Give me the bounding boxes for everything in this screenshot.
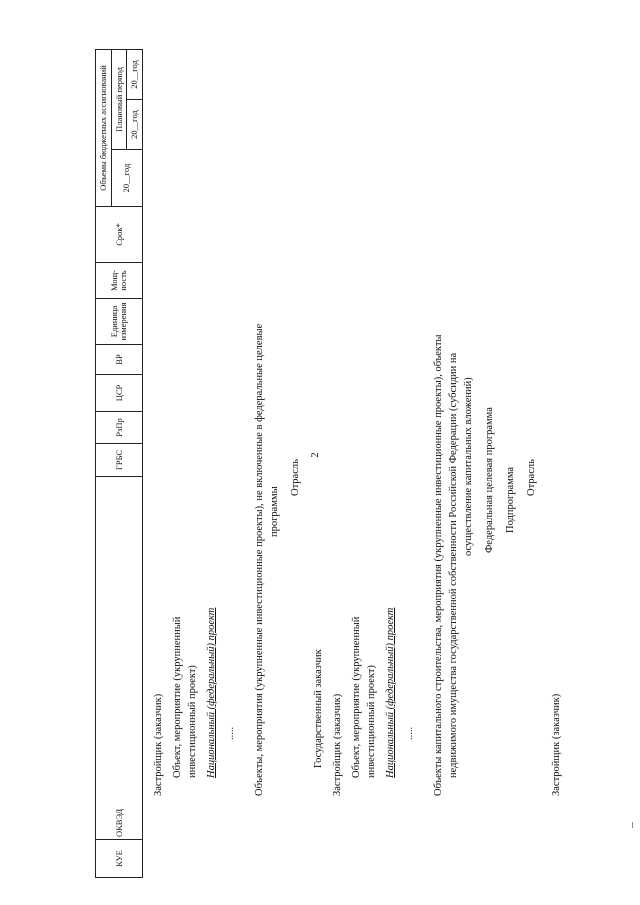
- row-ellipsis-2: .....: [404, 726, 415, 740]
- row-capital-objects-a: Объекты капитального строительства, мероприятия (укрупненные инвестиционные проекты), объекты: [433, 334, 444, 796]
- header-term: Срок*: [96, 207, 143, 263]
- row-object-1b: инвестиционный проект): [187, 665, 198, 778]
- row-builder-1: Застройщик (заказчик): [153, 693, 164, 796]
- row-ellipsis-1: .....: [225, 726, 236, 740]
- row-builder-3: Застройщик (заказчик): [551, 693, 562, 796]
- page-number: 2: [310, 452, 321, 458]
- header-rzpr: РзПр: [96, 412, 143, 444]
- header-csr: ЦСР: [96, 375, 143, 412]
- scan-artifact: [632, 822, 633, 828]
- row-object-1a: Объект, мероприятие (укрупненный: [172, 616, 183, 778]
- row-objects-not-included-a: Объекты, мероприятия (укрупненные инвестиционные проекты), не включенные в федеральные целевые: [254, 323, 265, 796]
- row-branch-2: Отрасль: [526, 459, 537, 496]
- header-vr: ВР: [96, 345, 143, 375]
- header-capacity: Мощ-ность: [96, 263, 143, 299]
- header-okved: ОКВЭД: [96, 477, 143, 840]
- header-unit: Единица измерения: [96, 299, 143, 345]
- header-year-plan1: 20__год: [127, 100, 143, 150]
- header-year-plan2: 20__год: [127, 49, 143, 99]
- landscape-page: [95, 50, 615, 878]
- header-budget-volumes: Объемы бюджетных ассигнований: [96, 49, 112, 206]
- row-capital-objects-b: недвижимого имущества государственной собственности Российской Федерации (субсидии на: [448, 352, 459, 778]
- header-table: [95, 49, 143, 878]
- row-capital-objects-c: осуществление капитальных вложений): [463, 377, 474, 556]
- row-object-2b: инвестиционный проект): [366, 665, 377, 778]
- row-objects-not-included-b: программы: [269, 486, 280, 537]
- header-kue: КУЕ: [96, 840, 143, 878]
- row-national-project-2: Национальный (федеральный) проект: [385, 607, 396, 778]
- row-branch-1: Отрасль: [290, 459, 301, 496]
- header-grbs: ГРБС: [96, 444, 143, 477]
- row-federal-program: Федеральная целевая программа: [484, 407, 495, 553]
- header-year-current: 20__год: [111, 150, 142, 207]
- row-subprogram: Подпрограмма: [505, 466, 516, 533]
- header-planned-period: Плановый период: [111, 49, 127, 149]
- row-builder-2: Застройщик (заказчик): [332, 693, 343, 796]
- row-object-2a: Объект, мероприятие (укрупненный: [351, 616, 362, 778]
- row-state-customer: Государственный заказчик: [313, 649, 324, 768]
- row-national-project-1: Национальный (федеральный) проект: [206, 607, 217, 778]
